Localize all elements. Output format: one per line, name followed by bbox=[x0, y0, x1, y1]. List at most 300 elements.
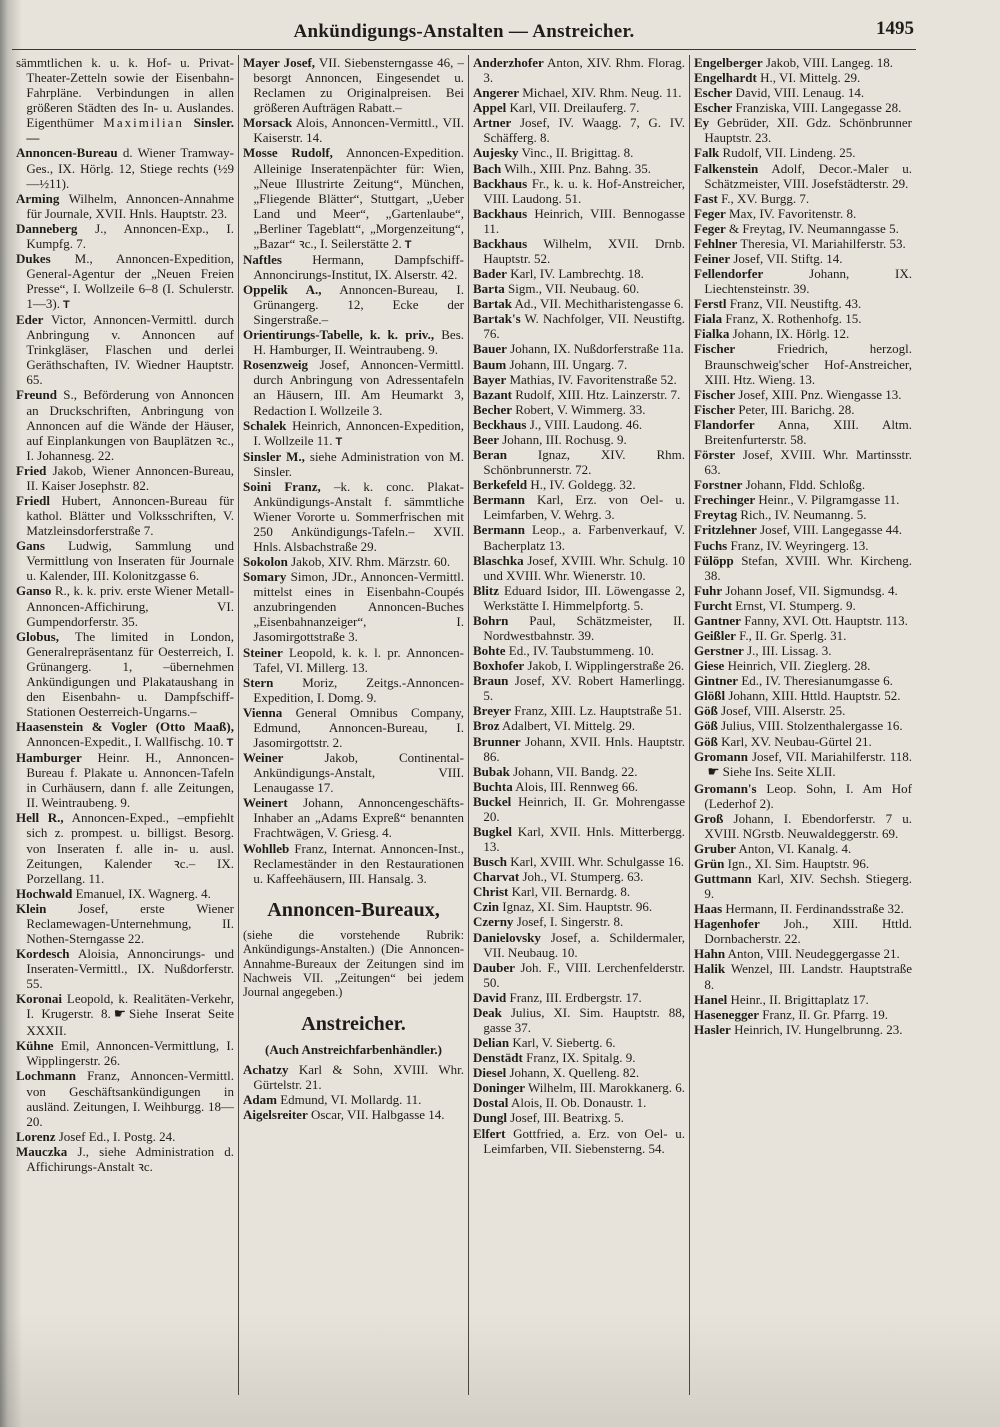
entry-name: Forstner bbox=[694, 477, 743, 493]
entry-name: Bayer bbox=[473, 371, 507, 387]
entry-name: Gintner bbox=[694, 673, 739, 689]
directory-entry bbox=[473, 553, 685, 583]
entry-details: Heinrich, VII. Zieglerg. 28. bbox=[727, 658, 871, 674]
entry-details: Jakob, XIV. Rhm. Märzstr. 60. bbox=[291, 554, 451, 570]
directory-entry bbox=[473, 341, 685, 356]
entry-details: Wilhelm, III. Marokkanerg. 6. bbox=[528, 1080, 686, 1096]
directory-entry bbox=[243, 841, 464, 886]
entry-details: Moriz, Zeitgs.-Annoncen-Expedition, I. Domg. 9. bbox=[253, 674, 464, 705]
directory-entry bbox=[694, 961, 912, 991]
directory-entry bbox=[694, 522, 912, 537]
directory-entry bbox=[473, 176, 685, 206]
entry-details: Franz, IV. Weyringerg. 13. bbox=[730, 537, 869, 553]
entry-name: Achatzy bbox=[243, 1062, 289, 1078]
directory-entry bbox=[473, 914, 685, 929]
entry-name: Gans bbox=[16, 538, 45, 554]
entry-details: Johann, XVII. Hnls. Hauptstr. 86. bbox=[483, 733, 685, 764]
entry-details: siehe Administration von M. Sinsler. bbox=[253, 448, 464, 479]
entry-name: Deak bbox=[473, 1004, 502, 1020]
entry-details: Josef, XV. Robert Hamerlingg. 5. bbox=[483, 673, 685, 704]
entry-name: Beckhaus bbox=[473, 416, 527, 432]
entry-name: Weiner bbox=[243, 750, 284, 766]
entry-name: Buchta bbox=[473, 778, 513, 794]
entry-name: Weinert bbox=[243, 795, 288, 811]
entry-details: Edmund, VI. Mollardg. 11. bbox=[280, 1092, 422, 1108]
directory-entry bbox=[694, 734, 912, 749]
directory-entry bbox=[694, 916, 912, 946]
directory-entry bbox=[473, 1080, 685, 1095]
entry-details: Anton, XIV. Rhm. Florag. 3. bbox=[483, 55, 685, 86]
entry-name: Czerny bbox=[473, 914, 514, 930]
entry-name: Orientirungs-Tabelle, k. k. priv., bbox=[243, 327, 435, 343]
entry-details: Rudolf, VII. Lindeng. 25. bbox=[722, 145, 856, 161]
directory-entry bbox=[694, 70, 912, 85]
page-number: 1495 bbox=[876, 18, 914, 39]
directory-entry bbox=[473, 477, 685, 492]
entry-name: Guttmann bbox=[694, 870, 752, 886]
entry-name: Brunner bbox=[473, 733, 521, 749]
entry-details: Bes. H. Hamburger, II. Weintraubeng. 9. bbox=[253, 327, 464, 358]
entry-details: J., siehe Administration d. Affichirungs-Anstalt ꝛc. bbox=[26, 1143, 234, 1174]
entry-name: Hagenhofer bbox=[694, 916, 760, 932]
entry-name: Hochwald bbox=[16, 885, 73, 901]
directory-entry bbox=[473, 236, 685, 266]
directory-entry bbox=[16, 1129, 234, 1144]
directory-entry bbox=[694, 946, 912, 961]
entry-name: Bermann bbox=[473, 492, 525, 508]
entry-name: Gantner bbox=[694, 612, 741, 628]
entry-details: H., VI. Mittelg. 29. bbox=[760, 70, 861, 86]
entry-details: Ed., IV. Theresianumgasse 6. bbox=[741, 673, 893, 689]
directory-entry bbox=[16, 538, 234, 583]
entry-name: Danielovsky bbox=[473, 929, 541, 945]
directory-entry bbox=[243, 418, 464, 449]
entry-name: Soini Franz, bbox=[243, 478, 321, 494]
entry-details: W. Nachfolger, VII. Neustiftg. 76. bbox=[483, 311, 686, 342]
directory-entry bbox=[694, 688, 912, 703]
entry-details: Anton, VIII. Neudeggergasse 21. bbox=[727, 946, 900, 962]
advert-reference: Siehe Ins. Seite XLII. bbox=[722, 763, 836, 779]
entry-name: Fischer bbox=[694, 341, 736, 357]
directory-entry bbox=[473, 899, 685, 914]
entry-name: Bauer bbox=[473, 341, 507, 357]
entry-name: Naftles bbox=[243, 251, 282, 267]
entry-name: Friedl bbox=[16, 493, 50, 508]
directory-entry bbox=[694, 628, 912, 643]
entry-details: Franz, Internat. Annoncen-Inst., Reclameständer in den Restaurationen u. Kaffeehäusern, III. Hansalg. 3. bbox=[253, 840, 464, 886]
directory-entry bbox=[473, 1065, 685, 1080]
entry-details: Leop., a. Farbenverkauf, V. Bacherplatz 13. bbox=[483, 522, 685, 553]
directory-entry bbox=[694, 251, 912, 266]
entry-name: Mauczka bbox=[16, 1143, 68, 1159]
entry-name: Oppelik A., bbox=[243, 281, 322, 297]
directory-entry bbox=[694, 871, 912, 901]
directory-entry bbox=[243, 569, 464, 644]
entry-details: Ludwig, Sammlung und Vermittlung von Inseraten für Journale u. Kalender, III. Kolonitzgasse 6. bbox=[26, 538, 234, 584]
entry-details: Johann, III. Ungarg. 7. bbox=[509, 356, 628, 372]
entry-name: Bartak bbox=[473, 296, 512, 312]
entry-details: Rich., IV. Neumanng. 5. bbox=[740, 507, 867, 523]
entry-name: Gromann's bbox=[694, 780, 757, 796]
directory-entry bbox=[243, 645, 464, 675]
entry-name: Dukes bbox=[16, 251, 51, 267]
directory-entry bbox=[694, 191, 912, 206]
directory-entry bbox=[694, 749, 912, 781]
entry-details: Johann, X. Quelleng. 82. bbox=[509, 1065, 640, 1081]
entry-details: Alois, II. Ob. Donaustr. 1. bbox=[510, 1095, 647, 1111]
entry-details: Stefan, XVIII. Whr. Kircheng. 38. bbox=[704, 552, 912, 583]
telephone-icon bbox=[227, 734, 234, 749]
entry-details: Leopold, k. Realitäten-Verkehr, I. Krugerstr. 8. bbox=[26, 991, 234, 1022]
entry-name: Furcht bbox=[694, 597, 733, 613]
entry-details: Emil, Annoncen-Vermittlung, I. Wipplingerstr. 26. bbox=[26, 1038, 234, 1069]
entry-name: Broz bbox=[473, 718, 500, 734]
directory-entry bbox=[16, 629, 234, 719]
directory-entry bbox=[243, 1107, 464, 1122]
entry-name: Hasenegger bbox=[694, 1006, 759, 1022]
directory-entry bbox=[694, 811, 912, 841]
entry-name: Groß bbox=[694, 810, 724, 826]
entry-details: Karl, XVIII. Whr. Schulgasse 16. bbox=[510, 854, 684, 870]
pointing-hand-icon bbox=[707, 764, 719, 779]
entry-details: Karl, Erz. von Oel- u. Leimfarben, V. Wehrg. 3. bbox=[483, 492, 685, 523]
entry-details: Johann, Fldd. Schloßg. bbox=[745, 477, 866, 493]
entry-name: Halik bbox=[694, 961, 726, 977]
entry-name: Falkenstein bbox=[694, 160, 759, 176]
entry-name: Ey bbox=[694, 115, 710, 131]
directory-entry bbox=[473, 100, 685, 115]
directory-entry bbox=[694, 85, 912, 100]
directory-entry bbox=[473, 447, 685, 477]
directory-entry bbox=[243, 795, 464, 840]
directory-entry bbox=[473, 854, 685, 869]
entry-name: Fülöpp bbox=[694, 552, 734, 568]
directory-entry bbox=[694, 538, 912, 553]
directory-entry bbox=[473, 960, 685, 990]
entry-name: Aigelsreiter bbox=[243, 1107, 308, 1123]
directory-entry bbox=[243, 252, 464, 282]
directory-entry bbox=[694, 553, 912, 583]
directory-entry bbox=[16, 901, 234, 946]
directory-entry bbox=[694, 658, 912, 673]
entry-details: Josef, erste Wiener Reclamewagen-Unternehmung, II. Nothen-Sterngasse 22. bbox=[26, 900, 234, 946]
entry-details: Johann, IX. Hörlg. 12. bbox=[732, 326, 850, 342]
entry-details: Ad., VII. Mechitharistengasse 6. bbox=[514, 296, 684, 312]
directory-entry bbox=[473, 734, 685, 764]
entry-details: Josef, VIII. Langegasse 44. bbox=[760, 522, 903, 538]
entry-details: J., VIII. Laudong. 46. bbox=[529, 416, 643, 432]
entry-details: Franz, IX. Spitalg. 9. bbox=[526, 1050, 636, 1066]
entry-details: Johann, Annoncengeschäfts-Inhaber an „Adams Expreß“ benannten Frachtwägen, V. Griesg. 4. bbox=[253, 795, 464, 841]
directory-entry bbox=[16, 810, 234, 885]
entry-name: Charvat bbox=[473, 869, 520, 885]
directory-entry bbox=[243, 750, 464, 795]
entry-details: Franz, II. Gr. Pfarrg. 19. bbox=[762, 1006, 888, 1022]
section-heading: Anstreicher. bbox=[301, 1012, 406, 1035]
entry-name: Busch bbox=[473, 854, 507, 870]
directory-entry bbox=[473, 296, 685, 311]
directory-entry bbox=[473, 703, 685, 718]
directory-entry bbox=[473, 417, 685, 432]
directory-entry bbox=[16, 1144, 234, 1174]
entry-details: Karl & Sohn, XVIII. Whr. Gürtelstr. 21. bbox=[253, 1062, 465, 1093]
entry-name: Boxhofer bbox=[473, 658, 525, 674]
entry-details: Josef, XVIII. Whr. Schulg. 10 und XVIII. Whr. Wienerstr. 10. bbox=[483, 552, 685, 583]
directory-entry bbox=[16, 750, 234, 810]
entry-details: Oscar, VII. Halbgasse 14. bbox=[310, 1107, 445, 1123]
entry-details: Josef, IV. Waagg. 7, G. IV. Schäfferg. 8. bbox=[483, 115, 685, 146]
entry-name: Annoncen-Bureau bbox=[16, 145, 118, 161]
entry-name: Feger bbox=[694, 205, 726, 221]
entry-name: Dungl bbox=[473, 1110, 507, 1126]
entry-details: J., III. Lissag. 3. bbox=[747, 643, 832, 659]
entry-details: Fanny, XVI. Ott. Hauptstr. 113. bbox=[744, 612, 908, 628]
entry-name: Blitz bbox=[473, 582, 499, 598]
entry-name: Breyer bbox=[473, 703, 512, 719]
entry-name: Schalek bbox=[243, 417, 287, 433]
entry-details: Wilhelm, Annoncen-Annahme für Journale, XVII. Hnls. Hauptstr. 23. bbox=[26, 190, 234, 221]
entry-name: Christ bbox=[473, 884, 509, 900]
directory-entry bbox=[694, 417, 912, 447]
entry-name: Geißler bbox=[694, 627, 736, 643]
entry-name: Hanel bbox=[694, 991, 728, 1007]
entry-name: Vienna bbox=[243, 704, 283, 720]
entry-details: Ignaz, XI. Sim. Hauptstr. 96. bbox=[502, 899, 653, 915]
entry-details: Paul, Schätzmeister, II. Nordwestbahnstr. 39. bbox=[483, 612, 685, 643]
entry-details: Heinr., II. Brigittaplatz 17. bbox=[730, 991, 869, 1007]
entry-name: Artner bbox=[473, 115, 512, 131]
directory-entry bbox=[694, 901, 912, 916]
entry-details: Johann, VII. Bandg. 22. bbox=[513, 763, 638, 779]
entry-details: Hermann, Dampfschiff-Annoncirungs-Institut, IX. Alserstr. 42. bbox=[253, 251, 464, 282]
entry-name: Stern bbox=[243, 674, 274, 690]
entry-name: Lochmann bbox=[16, 1068, 76, 1084]
page-header bbox=[12, 14, 916, 48]
entry-details: Rudolf, XIII. Htz. Lainzerstr. 7. bbox=[515, 386, 681, 402]
directory-entry bbox=[473, 658, 685, 673]
directory-entry bbox=[694, 841, 912, 856]
entry-name: Fuchs bbox=[694, 537, 728, 553]
entry-name: Falk bbox=[694, 145, 720, 161]
entry-details: Simon, JDr., Annoncen-Vermittl. mittelst eines in Eisenbahn-Coupés anzubringenden Annoncen-Buches „Eisenbahnanzeiger“, I. Jasomirgottstraße 3. bbox=[253, 569, 464, 645]
entry-details: Franz, XIII. Lz. Hauptstraße 51. bbox=[514, 703, 682, 719]
entry-name: Fuhr bbox=[694, 582, 723, 598]
entry-name: Fritzlehner bbox=[694, 522, 757, 538]
directory-entry bbox=[473, 1005, 685, 1035]
entry-name: Feger bbox=[694, 220, 726, 236]
text-column-4 bbox=[689, 55, 916, 1395]
entry-name: Glößl bbox=[694, 688, 726, 704]
directory-entry bbox=[16, 463, 234, 493]
entry-details: Gottfried, a. Erz. von Oel- u. Leimfarben, VII. Siebensterng. 54. bbox=[483, 1125, 686, 1156]
entry-details: S., Beförderung von Annoncen an Druckschriften, Anbringung von Annoncen auf die Wände der Häuser, auf Einplankungen von Bauplätzen ꝛc., I. Johannesg. 22. bbox=[26, 387, 235, 463]
entry-details: Emanuel, IX. Wagnerg. 4. bbox=[75, 885, 211, 901]
entry-name: Göß bbox=[694, 733, 718, 749]
entry-name: Haasenstein & Vogler (Otto Maaß), bbox=[16, 719, 234, 735]
entry-details: Sigm., VII. Neubaug. 60. bbox=[508, 281, 640, 297]
entry-name: Klein bbox=[16, 900, 47, 916]
directory-entry bbox=[243, 479, 464, 554]
entry-details: Ignaz, XIV. Rhm. Schönbrunnerstr. 72. bbox=[483, 447, 685, 478]
directory-entry bbox=[473, 115, 685, 145]
advert-reference: Siehe Inserat Seite XXXII. bbox=[26, 1006, 234, 1039]
section-note: (siehe die vorstehende Rubrik: Ankündigungs-Anstalten.) (Die Annoncen-Annahme-Bureaux der Zeitungen sind im Nachweis VII. „Zeitungen“ bei jedem Journal angegeben.) bbox=[243, 928, 464, 1000]
entry-details: Joh. F., VIII. Lerchenfelderstr. 50. bbox=[483, 959, 686, 990]
entry-details: Max, IV. Favoritenstr. 8. bbox=[729, 205, 857, 221]
entry-details: Adolf, Decor.-Maler u. Schätzmeister, VIII. Josefstädterstr. 29. bbox=[704, 160, 912, 191]
directory-entry bbox=[694, 598, 912, 613]
entry-name: Braun bbox=[473, 673, 509, 689]
entry-details: Johann Josef, VII. Sigmundsg. 4. bbox=[725, 582, 898, 598]
text-column-3 bbox=[468, 55, 689, 1395]
directory-entry bbox=[473, 372, 685, 387]
entry-name: Hasler bbox=[694, 1021, 731, 1037]
entry-details: Joh., VI. Stumperg. 63. bbox=[522, 869, 644, 885]
directory-entry bbox=[473, 613, 685, 643]
entry-name: Ferstl bbox=[694, 296, 727, 312]
entry-name: Escher bbox=[694, 100, 733, 116]
directory-entry bbox=[243, 327, 464, 357]
entry-name: Bohte bbox=[473, 643, 506, 659]
entry-name: Globus, bbox=[16, 628, 59, 644]
directory-entry bbox=[473, 402, 685, 417]
entry-name: Feiner bbox=[694, 251, 731, 267]
directory-entry bbox=[694, 992, 912, 1007]
directory-entry bbox=[473, 764, 685, 779]
entry-name: Morsack bbox=[243, 115, 293, 131]
entry-name: Wohlleb bbox=[243, 840, 290, 856]
entry-details: –k. k. conc. Plakat-Ankündigungs-Anstalt f. sämmtliche Wiener Vororte u. Sommerfrischen mit 250 Ankündigungs-Tafeln.– XVII. Hnls. Alsbachstraße 29. bbox=[253, 478, 464, 554]
entry-name: Mosse Rudolf, bbox=[243, 145, 333, 161]
entry-details: Heinr. H., Annoncen-Bureau f. Plakate u. Annoncen-Tafeln in Curhäusern, dann f. alle Zeitungen, II. Weintraubeng. 9. bbox=[26, 750, 235, 811]
entry-details: Josef, XIII. Pnz. Wiengasse 13. bbox=[738, 386, 902, 402]
entry-details: Karl, VII. Dreilauferg. 7. bbox=[509, 100, 640, 116]
pointing-hand-icon bbox=[114, 1006, 126, 1021]
entry-name: Freund bbox=[16, 387, 57, 403]
entry-name: Göß bbox=[694, 703, 718, 719]
entry-name: Gruber bbox=[694, 840, 736, 856]
entry-name: Beran bbox=[473, 447, 507, 463]
directory-entry bbox=[16, 312, 234, 387]
entry-name: Escher bbox=[694, 85, 733, 101]
directory-entry bbox=[694, 1022, 912, 1037]
entry-name: Arming bbox=[16, 190, 60, 206]
entry-details: Franziska, VIII. Langegasse 28. bbox=[735, 100, 902, 116]
entry-details: Julius, XI. Sim. Hauptstr. 88, gasse 37. bbox=[483, 1004, 685, 1035]
directory-entry bbox=[694, 55, 912, 70]
directory-entry bbox=[473, 990, 685, 1005]
directory-entry bbox=[16, 191, 234, 221]
directory-entry bbox=[473, 432, 685, 447]
entry-details: Josef, XVIII. Whr. Martinsstr. 63. bbox=[704, 447, 912, 478]
entry-details: Ernst, VI. Stumperg. 9. bbox=[735, 597, 856, 613]
entry-details: Jakob, VIII. Langeg. 18. bbox=[765, 55, 894, 70]
entry-details: Ed., IV. Taubstummeng. 10. bbox=[508, 643, 654, 659]
directory-entry bbox=[694, 447, 912, 477]
directory-entry bbox=[16, 946, 234, 991]
entry-name: Flandorfer bbox=[694, 416, 755, 432]
directory-entry bbox=[694, 507, 912, 522]
entry-name: Grün bbox=[694, 855, 725, 871]
directory-entry bbox=[694, 145, 912, 160]
directory-entry bbox=[243, 554, 464, 569]
entry-details: Heinrich, IV. Hungelbrunng. 23. bbox=[734, 1021, 903, 1037]
directory-entry bbox=[16, 991, 234, 1038]
entry-details: Annoncen-Expedition. Alleinige Inseratenpächter für: Wien, „Neue Illustrirte Zeitung“, München, „Fliegende Blätter“, Stuttgart, „Ueber Land und Meer“, „Gartenlaube“, „Berliner Tageblatt“, „Morgenzeitung“, „Bazar“ ꝛc., I. Seilerstätte 2. bbox=[253, 145, 464, 251]
entry-details: Franz, VII. Neustiftg. 43. bbox=[729, 296, 862, 312]
entry-name: Danneberg bbox=[16, 220, 78, 236]
entry-details: Jakob, I. Wipplingerstraße 26. bbox=[527, 658, 685, 674]
entry-name: Dauber bbox=[473, 959, 515, 975]
entry-name: Fried bbox=[16, 462, 47, 478]
entry-details: General Omnibus Company, Edmund, Annoncen-Bureau, I. Jasomirgottstr. 2. bbox=[253, 704, 464, 750]
directory-entry bbox=[694, 673, 912, 688]
entry-details: Johann, IX. Liechtensteinstr. 39. bbox=[704, 266, 913, 297]
entry-details: Mathias, IV. Favoritenstraße 52. bbox=[509, 371, 677, 387]
entry-name: Steiner bbox=[243, 644, 283, 660]
entry-details: Alois, III. Rennweg 66. bbox=[515, 778, 639, 794]
entry-details: d. Wiener Tramway-Ges., IX. Hörlg. 12, Stiege rechts (½9—½11). bbox=[26, 145, 235, 191]
entry-name: Beer bbox=[473, 431, 499, 447]
entry-name: Diesel bbox=[473, 1065, 507, 1081]
directory-entry bbox=[694, 703, 912, 718]
entry-details: Karl, XIV. Sechsh. Stiegerg. 9. bbox=[704, 870, 912, 902]
entry-details: Johann, IX. Nußdorferstraße 11a. bbox=[510, 341, 684, 357]
entry-name: Mayer Josef, bbox=[243, 55, 316, 70]
directory-entry bbox=[473, 930, 685, 960]
directory-entry bbox=[243, 115, 464, 145]
entry-name: Koronai bbox=[16, 991, 62, 1007]
directory-entry bbox=[473, 1035, 685, 1050]
directory-entry bbox=[243, 145, 464, 251]
entry-name: Backhaus bbox=[473, 175, 528, 191]
running-title: Ankündigungs-Anstalten — Anstreicher. bbox=[293, 21, 635, 42]
directory-entry bbox=[473, 1110, 685, 1125]
directory-entry bbox=[473, 1126, 685, 1156]
entry-details: Ign., XI. Sim. Hauptstr. 96. bbox=[727, 855, 870, 871]
entry-details: Karl, XV. Neubau-Gürtel 21. bbox=[721, 733, 872, 749]
entry-details: VII. Siebensterngasse 46, –besorgt Annoncen, Eingesendet u. Reclamen zu Originalpreisen. Bei größeren Aufträgen Rabatt.– bbox=[253, 55, 464, 116]
entry-details: Julius, VIII. Stolzenthalergasse 16. bbox=[721, 718, 903, 734]
entry-details: Annoncen-Expedit., I. Wallfischg. 10. bbox=[26, 734, 224, 750]
directory-entry bbox=[16, 1068, 234, 1128]
directory-entry bbox=[694, 236, 912, 251]
directory-entry bbox=[694, 115, 912, 145]
directory-entry bbox=[16, 251, 234, 312]
entry-name: Bach bbox=[473, 160, 502, 176]
directory-entry bbox=[694, 326, 912, 341]
entry-name: Fast bbox=[694, 190, 718, 206]
telephone-icon bbox=[336, 433, 343, 448]
entry-name: Doninger bbox=[473, 1080, 525, 1096]
directory-entry bbox=[694, 341, 912, 386]
directory-entry bbox=[694, 161, 912, 191]
entry-name: Ganso bbox=[16, 583, 52, 599]
entry-details: Annoncen-Bureau, I. Grünangerg. 12, Ecke der Singerstraße.– bbox=[253, 281, 464, 328]
directory-entry bbox=[694, 206, 912, 221]
directory-entry bbox=[473, 1095, 685, 1110]
directory-entry bbox=[694, 266, 912, 296]
entry-details: Anton, VI. Kanalg. 4. bbox=[738, 840, 852, 856]
entry-name: Gromann bbox=[694, 748, 748, 764]
entry-name: Appel bbox=[473, 100, 507, 116]
entry-details: Hermann, II. Ferdinandsstraße 32. bbox=[725, 901, 904, 917]
directory-entry bbox=[473, 55, 685, 85]
owner-first-name: Maximilian bbox=[103, 115, 184, 131]
entry-name: Kühne bbox=[16, 1038, 54, 1054]
directory-entry bbox=[473, 794, 685, 824]
directory-entry bbox=[243, 1092, 464, 1107]
